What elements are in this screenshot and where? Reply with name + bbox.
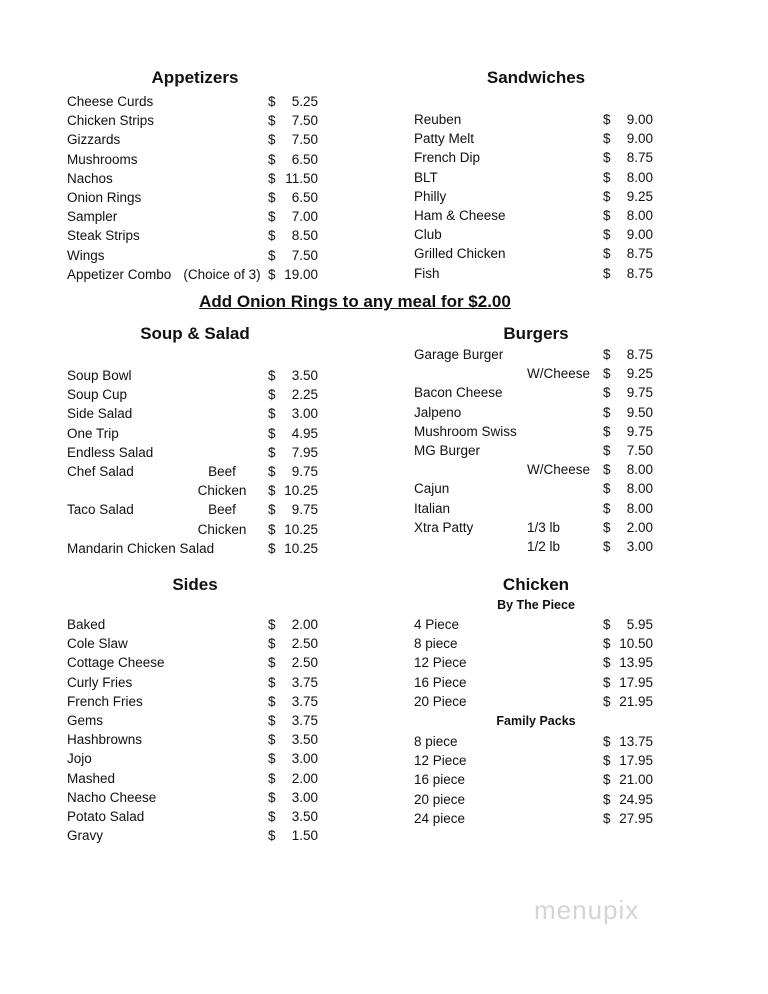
item-name: 12 Piece [414,655,467,671]
item-note: W/Cheese [527,366,591,382]
item-price: 21.00 [619,772,653,788]
currency-symbol: $ [603,112,611,127]
item-price: 6.50 [291,151,318,167]
item-name: Wings [67,247,105,263]
currency-symbol: $ [603,423,611,439]
currency-symbol: $ [268,617,276,632]
currency-symbol: $ [268,444,276,460]
currency-symbol: $ [268,712,276,728]
sides-list [67,615,327,845]
menu-item [67,711,327,730]
item-price: 9.75 [291,502,318,518]
menu-item [67,188,327,207]
currency-symbol: $ [268,94,276,109]
item-note: 1/3 lb [527,519,561,535]
menu-item [67,749,327,768]
currency-symbol: $ [603,500,611,516]
menu-item [67,111,327,130]
menu-item [67,246,327,265]
currency-symbol: $ [268,808,276,824]
item-price: 2.00 [291,617,318,632]
item-name: Patty Melt [414,131,475,147]
appetizers-list [67,92,327,284]
currency-symbol: $ [603,538,611,554]
item-name: Italian [414,500,451,516]
item-price: 13.95 [619,655,653,671]
menu-item [414,809,664,828]
currency-symbol: $ [603,462,611,478]
menu-item [414,168,664,187]
item-name: Gizzards [67,132,121,148]
item-name: Endless Salad [67,444,154,460]
item-price: 10.25 [284,521,318,537]
currency-symbol: $ [268,674,276,690]
menu-item [67,769,327,788]
menu-item [414,653,664,672]
menu-item [67,539,327,558]
item-name: Soup Bowl [67,368,132,383]
currency-symbol: $ [603,404,611,420]
currency-symbol: $ [603,753,611,769]
currency-symbol: $ [603,519,611,535]
currency-symbol: $ [268,789,276,805]
currency-symbol: $ [603,772,611,788]
item-price: 9.75 [626,385,653,401]
burgers-list [414,345,664,556]
item-name: Chef Salad [67,463,134,479]
appetizers-title: Appetizers [151,68,239,87]
item-name: Side Salad [67,406,133,422]
currency-symbol: $ [603,810,611,826]
menu-item [67,226,327,245]
currency-symbol: $ [603,442,611,458]
currency-symbol: $ [603,347,611,362]
currency-symbol: $ [268,113,276,129]
item-name: Gravy [67,828,104,844]
item-price: 9.00 [626,131,653,147]
item-price: 3.50 [291,368,318,383]
menu-item [414,383,664,402]
currency-symbol: $ [268,247,276,263]
menu-item [67,366,327,385]
menu-item [67,730,327,749]
soup-salad-list [67,366,327,558]
menu-item [414,460,664,479]
currency-symbol: $ [603,169,611,185]
item-price: 8.00 [626,207,653,223]
sandwiches-list [414,110,664,283]
item-name: Mushrooms [67,151,138,167]
item-note: Beef [208,502,236,518]
item-name: Mushroom Swiss [414,423,517,439]
menu-item [414,110,664,129]
item-price: 3.75 [291,693,318,709]
item-price: 19.00 [284,266,318,282]
item-price: 9.00 [626,112,653,127]
item-price: 7.50 [291,247,318,263]
menu-item [414,422,664,441]
currency-symbol: $ [603,246,611,262]
item-price: 2.25 [291,387,318,403]
item-name: Gems [67,712,104,728]
menupix-watermark: menupix [534,895,640,925]
soup-salad-title: Soup & Salad [140,324,250,343]
item-price: 3.00 [291,751,318,767]
by-the-piece-subtitle: By The Piece [497,598,575,612]
item-note: Chicken [197,521,247,537]
item-name: One Trip [67,425,119,441]
item-price: 3.50 [291,808,318,824]
currency-symbol: $ [268,266,276,282]
item-name: Grilled Chicken [414,246,506,262]
item-price: 4.95 [291,425,318,441]
menu-item [414,770,664,789]
currency-symbol: $ [268,540,276,556]
currency-symbol: $ [268,463,276,479]
item-name: Club [414,227,442,243]
menu-item [414,518,664,537]
item-price: 3.50 [291,732,318,748]
chicken-piece-list [414,615,664,711]
currency-symbol: $ [268,521,276,537]
menu-item [414,537,664,556]
currency-symbol: $ [268,132,276,148]
menu-item [67,265,327,284]
item-price: 8.50 [291,228,318,244]
item-name: Mashed [67,770,116,786]
item-price: 5.95 [626,617,653,632]
item-name: 4 Piece [414,617,460,632]
currency-symbol: $ [268,189,276,205]
item-price: 3.00 [626,538,653,554]
item-name: 20 Piece [414,693,467,709]
item-name: Jojo [67,751,92,767]
item-price: 3.75 [291,712,318,728]
item-name: MG Burger [414,442,481,458]
menu-item [67,826,327,845]
item-name: 12 Piece [414,753,467,769]
menu-item [414,129,664,148]
item-price: 3.00 [291,406,318,422]
menu-item [414,615,664,634]
item-name: Ham & Cheese [414,207,506,223]
currency-symbol: $ [268,368,276,383]
onion-rings-banner: Add Onion Rings to any meal for $2.00 [199,292,511,311]
menu-item [67,520,327,539]
item-price: 17.95 [619,753,653,769]
currency-symbol: $ [268,751,276,767]
item-price: 11.50 [285,170,318,186]
item-price: 7.50 [291,132,318,148]
menu-item [67,462,327,481]
item-name: French Dip [414,150,481,166]
item-name: Nachos [67,170,113,186]
item-name: Cole Slaw [67,636,128,652]
currency-symbol: $ [603,366,611,382]
item-price: 8.00 [626,462,653,478]
menu-item [67,169,327,188]
item-price: 8.00 [626,169,653,185]
menu-item [414,634,664,653]
currency-symbol: $ [268,425,276,441]
item-price: 9.25 [626,188,653,204]
burgers-title: Burgers [503,324,569,343]
item-price: 8.75 [626,150,653,166]
item-price: 10.50 [619,636,653,652]
item-name: 8 piece [414,734,458,749]
item-name: Xtra Patty [414,519,474,535]
menu-item [67,500,327,519]
item-name: Mandarin Chicken Salad [67,540,215,556]
chicken-family-list [414,732,664,828]
item-price: 17.95 [619,674,653,690]
item-name: 20 piece [414,791,466,807]
currency-symbol: $ [603,636,611,652]
menu-item [67,653,327,672]
menu-item [67,92,327,111]
item-note: W/Cheese [527,462,591,478]
item-name: Chicken Strips [67,113,155,129]
sides-title: Sides [172,575,218,594]
item-note: (Choice of 3) [183,266,261,282]
item-name: French Fries [67,693,143,709]
menu-item [67,788,327,807]
currency-symbol: $ [268,502,276,518]
item-price: 8.75 [626,347,653,362]
menu-item [67,634,327,653]
currency-symbol: $ [603,617,611,632]
item-price: 7.50 [291,113,318,129]
menu-item [67,807,327,826]
item-name: Bacon Cheese [414,385,503,401]
item-price: 9.00 [626,227,653,243]
item-name: Appetizer Combo [67,266,172,282]
menu-item [414,499,664,518]
item-name: Nacho Cheese [67,789,157,805]
item-price: 9.75 [291,463,318,479]
menu-item [414,441,664,460]
item-name: Potato Salad [67,808,145,824]
menu-item [67,130,327,149]
family-packs-subtitle: Family Packs [496,714,576,728]
menu-item [414,264,664,283]
currency-symbol: $ [603,150,611,166]
item-name: Curly Fries [67,674,133,690]
item-price: 2.50 [291,655,318,671]
currency-symbol: $ [268,228,276,244]
item-price: 8.75 [626,265,653,281]
menu-item [67,443,327,462]
menu-item [414,225,664,244]
currency-symbol: $ [268,151,276,167]
item-name: Cottage Cheese [67,655,165,671]
item-price: 8.75 [626,246,653,262]
currency-symbol: $ [603,385,611,401]
menu-item [414,403,664,422]
menu-item [67,481,327,500]
currency-symbol: $ [268,732,276,748]
menu-item [67,404,327,423]
currency-symbol: $ [603,265,611,281]
item-price: 5.25 [291,94,318,109]
item-note: Chicken [197,483,247,499]
currency-symbol: $ [603,674,611,690]
item-name: Baked [67,617,106,632]
currency-symbol: $ [268,693,276,709]
item-price: 9.75 [626,423,653,439]
item-name: 8 piece [414,636,458,652]
currency-symbol: $ [268,770,276,786]
item-price: 3.00 [291,789,318,805]
item-price: 7.95 [291,444,318,460]
currency-symbol: $ [268,828,276,844]
menu-item [414,479,664,498]
item-name: Cheese Curds [67,94,154,109]
item-name: Onion Rings [67,189,142,205]
item-price: 27.95 [619,810,653,826]
item-name: Garage Burger [414,347,504,362]
item-name: 16 Piece [414,674,467,690]
currency-symbol: $ [603,131,611,147]
item-price: 8.00 [626,500,653,516]
menu-item [414,692,664,711]
item-price: 21.95 [619,693,653,709]
menu-item [414,345,664,364]
menu-item [414,790,664,809]
menu-item [414,206,664,225]
currency-symbol: $ [268,636,276,652]
currency-symbol: $ [603,188,611,204]
item-price: 2.00 [626,519,653,535]
item-name: Reuben [414,112,462,127]
menu-item [414,673,664,692]
item-name: 24 piece [414,810,466,826]
item-note: 1/2 lb [527,538,561,554]
menu-item [67,424,327,443]
currency-symbol: $ [603,227,611,243]
currency-symbol: $ [603,791,611,807]
item-price: 10.25 [284,540,318,556]
menu-item [67,692,327,711]
item-price: 7.50 [626,442,653,458]
currency-symbol: $ [268,483,276,499]
currency-symbol: $ [268,387,276,403]
menu-item [67,207,327,226]
item-name: BLT [414,169,438,185]
currency-symbol: $ [268,170,276,186]
item-name: Soup Cup [67,387,128,403]
currency-symbol: $ [268,406,276,422]
item-name: Fish [414,265,440,281]
menu-item [67,385,327,404]
item-name: Taco Salad [67,502,134,518]
item-price: 9.25 [626,366,653,382]
menu-item [414,148,664,167]
item-name: Jalpeno [414,404,462,420]
currency-symbol: $ [603,207,611,223]
menu-item [414,187,664,206]
menu-item [67,673,327,692]
item-price: 2.50 [291,636,318,652]
item-note: Beef [208,463,236,479]
menu-item [67,150,327,169]
currency-symbol: $ [268,655,276,671]
currency-symbol: $ [603,655,611,671]
item-price: 2.00 [291,770,318,786]
item-price: 6.50 [291,189,318,205]
item-price: 3.75 [291,674,318,690]
item-price: 13.75 [619,734,653,749]
item-name: 16 piece [414,772,466,788]
item-name: Cajun [414,481,450,497]
item-price: 1.50 [291,828,318,844]
currency-symbol: $ [603,734,611,749]
menu-item [414,244,664,263]
item-price: 24.95 [619,791,653,807]
item-price: 10.25 [284,483,318,499]
item-price: 9.50 [626,404,653,420]
currency-symbol: $ [268,209,276,225]
item-name: Sampler [67,209,118,225]
item-name: Hashbrowns [67,732,143,748]
menu-item [414,732,664,751]
chicken-title: Chicken [502,575,570,594]
item-name: Philly [414,188,447,204]
item-price: 8.00 [626,481,653,497]
menu-item [414,751,664,770]
menu-item [414,364,664,383]
item-price: 7.00 [291,209,318,225]
currency-symbol: $ [603,481,611,497]
currency-symbol: $ [603,693,611,709]
sandwiches-title: Sandwiches [486,68,586,87]
menu-item [67,615,327,634]
item-name: Steak Strips [67,228,140,244]
